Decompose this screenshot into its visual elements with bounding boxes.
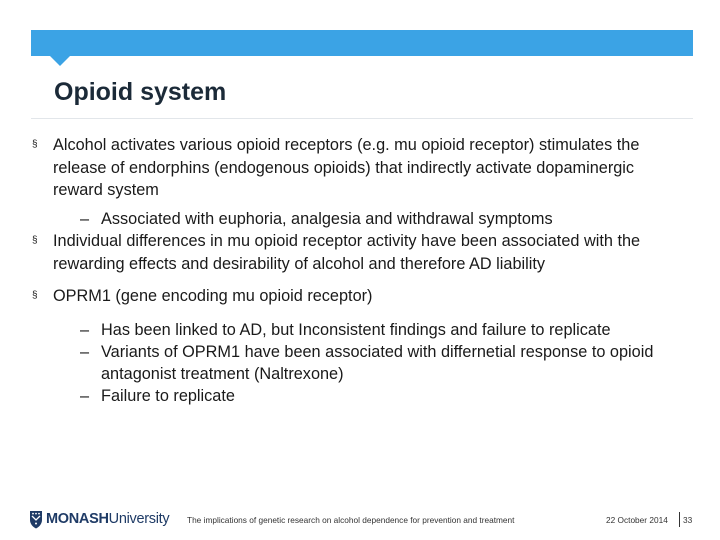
slide-title: Opioid system — [54, 78, 227, 106]
logo-wordmark-university: University — [108, 511, 170, 527]
sub-bullet-marker: – — [80, 343, 90, 361]
bullet-item — [32, 230, 687, 275]
monash-university-logo — [29, 508, 169, 530]
sub-bullet-text: Associated with euphoria, analgesia and withdrawal symptoms — [101, 210, 553, 228]
monash-crest-icon — [29, 510, 43, 529]
footer-page-number: 33 — [683, 515, 693, 525]
sub-bullet-item — [80, 319, 680, 341]
footer-date: 22 October 2014 — [606, 515, 668, 525]
sub-bullet-text: Failure to replicate — [101, 387, 235, 405]
bullet-marker: § — [32, 290, 38, 301]
sub-bullet-text: Has been linked to AD, but Inconsistent findings and failure to replicate — [101, 321, 611, 339]
sub-bullet-item — [80, 341, 680, 385]
header-accent-notch — [50, 56, 70, 66]
sub-bullet-item — [80, 385, 680, 407]
logo-wordmark-monash: MONASH — [46, 511, 109, 527]
bullet-text: Alcohol activates various opioid receptors (e.g. mu opioid receptor) stimulates the release of endorphins (endogenous opioids) that indirectly activate dopaminergic reward system — [53, 136, 640, 199]
sub-bullet-item — [80, 208, 680, 230]
bullet-item — [32, 134, 687, 202]
bullet-item — [32, 285, 687, 308]
sub-bullet-marker: – — [80, 321, 90, 339]
bullet-marker: § — [32, 139, 38, 150]
title-divider — [31, 118, 693, 119]
footer-presentation-title: The implications of genetic research on alcohol dependence for prevention and treatment — [187, 515, 515, 525]
bullet-text: Individual differences in mu opioid receptor activity have been associated with the rewarding effects and desirability of alcohol and therefore AD liability — [53, 232, 641, 273]
sub-bullet-marker: – — [80, 210, 90, 228]
header-accent-band — [31, 30, 693, 56]
sub-bullet-text: Variants of OPRM1 have been associated with differnetial response to opioid antagonist treatment (Naltrexone) — [101, 343, 654, 383]
sub-bullet-marker: – — [80, 387, 90, 405]
bullet-marker: § — [32, 235, 38, 246]
bullet-text: OPRM1 (gene encoding mu opioid receptor) — [53, 287, 373, 305]
footer-separator — [679, 512, 680, 527]
